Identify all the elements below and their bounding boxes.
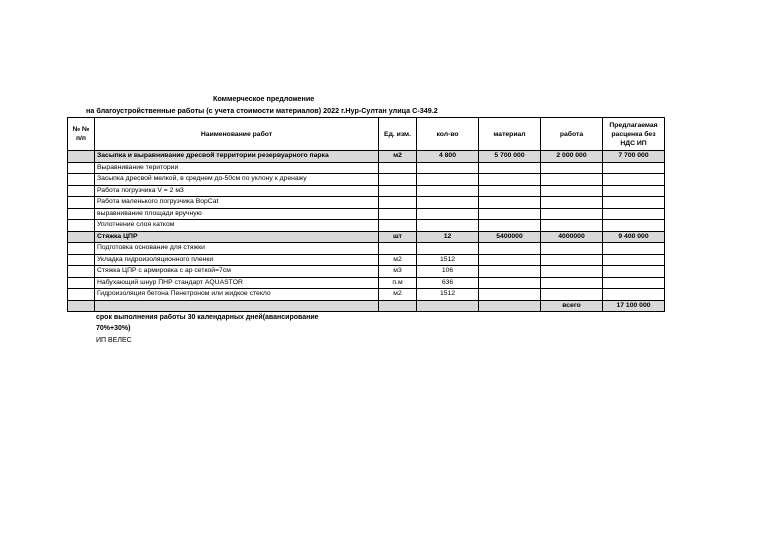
work-name-cell: Стяжка ЦПР [95, 231, 379, 243]
work-name-cell: Работа маленького погрузчика BopCat [95, 197, 379, 209]
work-name-cell: Работа погрузчика V = 2 м3 [95, 185, 379, 197]
unit-cell: п.м [379, 277, 417, 289]
material-cell [479, 174, 541, 186]
material-cell [479, 185, 541, 197]
row-number-cell [68, 208, 95, 220]
quantity-cell [417, 174, 479, 186]
work-name-cell [95, 300, 379, 312]
unit-cell [379, 162, 417, 174]
row-number-cell [68, 185, 95, 197]
table-row [68, 254, 665, 266]
price-cell [603, 266, 665, 278]
quantity-cell: 12 [417, 231, 479, 243]
row-number-cell [68, 174, 95, 186]
col-header-number: № № п/п [68, 118, 95, 151]
material-cell [479, 162, 541, 174]
unit-cell [379, 174, 417, 186]
unit-cell [379, 243, 417, 255]
labor-cell [541, 220, 603, 232]
table-row [68, 277, 665, 289]
offer-table [67, 117, 665, 312]
table-row [68, 243, 665, 255]
document-title: Коммерческое предложение [213, 94, 315, 103]
work-name-cell: Стяжка ЦПР с армировка с ар сеткой=7см [95, 266, 379, 278]
price-cell [603, 185, 665, 197]
labor-cell [541, 266, 603, 278]
labor-cell [541, 208, 603, 220]
table-row [68, 266, 665, 278]
quantity-cell [417, 197, 479, 209]
quantity-cell [417, 162, 479, 174]
quantity-cell: 4 800 [417, 151, 479, 163]
unit-cell [379, 185, 417, 197]
material-cell [479, 300, 541, 312]
footer-prepayment: 70%+30%) [96, 325, 131, 332]
work-name-cell: выравнивание площади вручную [95, 208, 379, 220]
col-header-unit: Ед. изм. [379, 118, 417, 151]
col-header-price: Предлагаемая расценка без НДС ИП [603, 118, 665, 151]
price-cell: 17 100 000 [603, 300, 665, 312]
labor-cell [541, 162, 603, 174]
unit-cell: м2 [379, 151, 417, 163]
labor-cell [541, 197, 603, 209]
row-number-cell [68, 220, 95, 232]
labor-cell [541, 277, 603, 289]
work-name-cell: Гидроизоляция бетона Пенетроном или жидкое стекло [95, 289, 379, 301]
row-number-cell [68, 162, 95, 174]
row-number-cell [68, 151, 95, 163]
labor-cell [541, 174, 603, 186]
work-name-cell: Набухающий шнур ПНР стандарт AQUASTOR [95, 277, 379, 289]
material-cell [479, 266, 541, 278]
material-cell [479, 277, 541, 289]
price-cell [603, 162, 665, 174]
unit-cell: м3 [379, 266, 417, 278]
row-number-cell [68, 266, 95, 278]
unit-cell [379, 300, 417, 312]
unit-cell: м2 [379, 254, 417, 266]
labor-cell: 4000000 [541, 231, 603, 243]
unit-cell [379, 208, 417, 220]
material-cell: 5 700 000 [479, 151, 541, 163]
table-row [68, 185, 665, 197]
material-cell [479, 208, 541, 220]
price-cell: 7 700 000 [603, 151, 665, 163]
quantity-cell [417, 220, 479, 232]
row-number-cell [68, 197, 95, 209]
section-row [68, 151, 665, 163]
material-cell [479, 243, 541, 255]
quantity-cell: 1512 [417, 254, 479, 266]
quantity-cell: 106 [417, 266, 479, 278]
labor-cell [541, 185, 603, 197]
unit-cell [379, 197, 417, 209]
labor-cell [541, 243, 603, 255]
price-cell: 9 400 000 [603, 231, 665, 243]
row-number-cell [68, 300, 95, 312]
col-header-work-name: Наименование работ [95, 118, 379, 151]
work-name-cell: Выравнивание територии [95, 162, 379, 174]
price-cell [603, 289, 665, 301]
table-row [68, 208, 665, 220]
labor-cell [541, 254, 603, 266]
material-cell [479, 254, 541, 266]
quantity-cell: 1512 [417, 289, 479, 301]
price-cell [603, 174, 665, 186]
section-row [68, 231, 665, 243]
footer-deadline: срок выполнения работы 30 календарных дней(авансирование [96, 314, 319, 321]
quantity-cell [417, 185, 479, 197]
material-cell [479, 220, 541, 232]
price-cell [603, 208, 665, 220]
unit-cell [379, 220, 417, 232]
material-cell [479, 197, 541, 209]
price-cell [603, 277, 665, 289]
row-number-cell [68, 277, 95, 289]
labor-cell: всего [541, 300, 603, 312]
row-number-cell [68, 243, 95, 255]
quantity-cell [417, 243, 479, 255]
document-subtitle: на благоустройственные работы (с учета стоимости материалов) 2022 г.Нур-Султан улица С-349.2 [86, 106, 438, 115]
price-cell [603, 254, 665, 266]
table-row [68, 220, 665, 232]
col-header-labor: работа [541, 118, 603, 151]
material-cell: 5400000 [479, 231, 541, 243]
table-row [68, 174, 665, 186]
work-name-cell: Укладка гидроизоляционного пленки [95, 254, 379, 266]
price-cell [603, 220, 665, 232]
quantity-cell: 636 [417, 277, 479, 289]
row-number-cell [68, 254, 95, 266]
work-name-cell: Засыпка дресвой мелкой, в среднем до-50см по уклону к дренажу [95, 174, 379, 186]
table-row [68, 289, 665, 301]
labor-cell [541, 289, 603, 301]
quantity-cell [417, 300, 479, 312]
price-cell [603, 197, 665, 209]
footer-company: ИП ВЕЛЕС [96, 337, 132, 344]
material-cell [479, 289, 541, 301]
quantity-cell [417, 208, 479, 220]
col-header-quantity: кол-во [417, 118, 479, 151]
table-header-row [68, 118, 665, 151]
unit-cell: м2 [379, 289, 417, 301]
table-row [68, 162, 665, 174]
unit-cell: шт [379, 231, 417, 243]
price-cell [603, 243, 665, 255]
labor-cell: 2 000 000 [541, 151, 603, 163]
row-number-cell [68, 289, 95, 301]
work-name-cell: Подготовка основание для стяжки [95, 243, 379, 255]
work-name-cell: Уплотнение слоя катком [95, 220, 379, 232]
total-row [68, 300, 665, 312]
table-row [68, 197, 665, 209]
row-number-cell [68, 231, 95, 243]
work-name-cell: Засыпка и выравнивание дресвой территории резервуарного парка [95, 151, 379, 163]
col-header-material: материал [479, 118, 541, 151]
